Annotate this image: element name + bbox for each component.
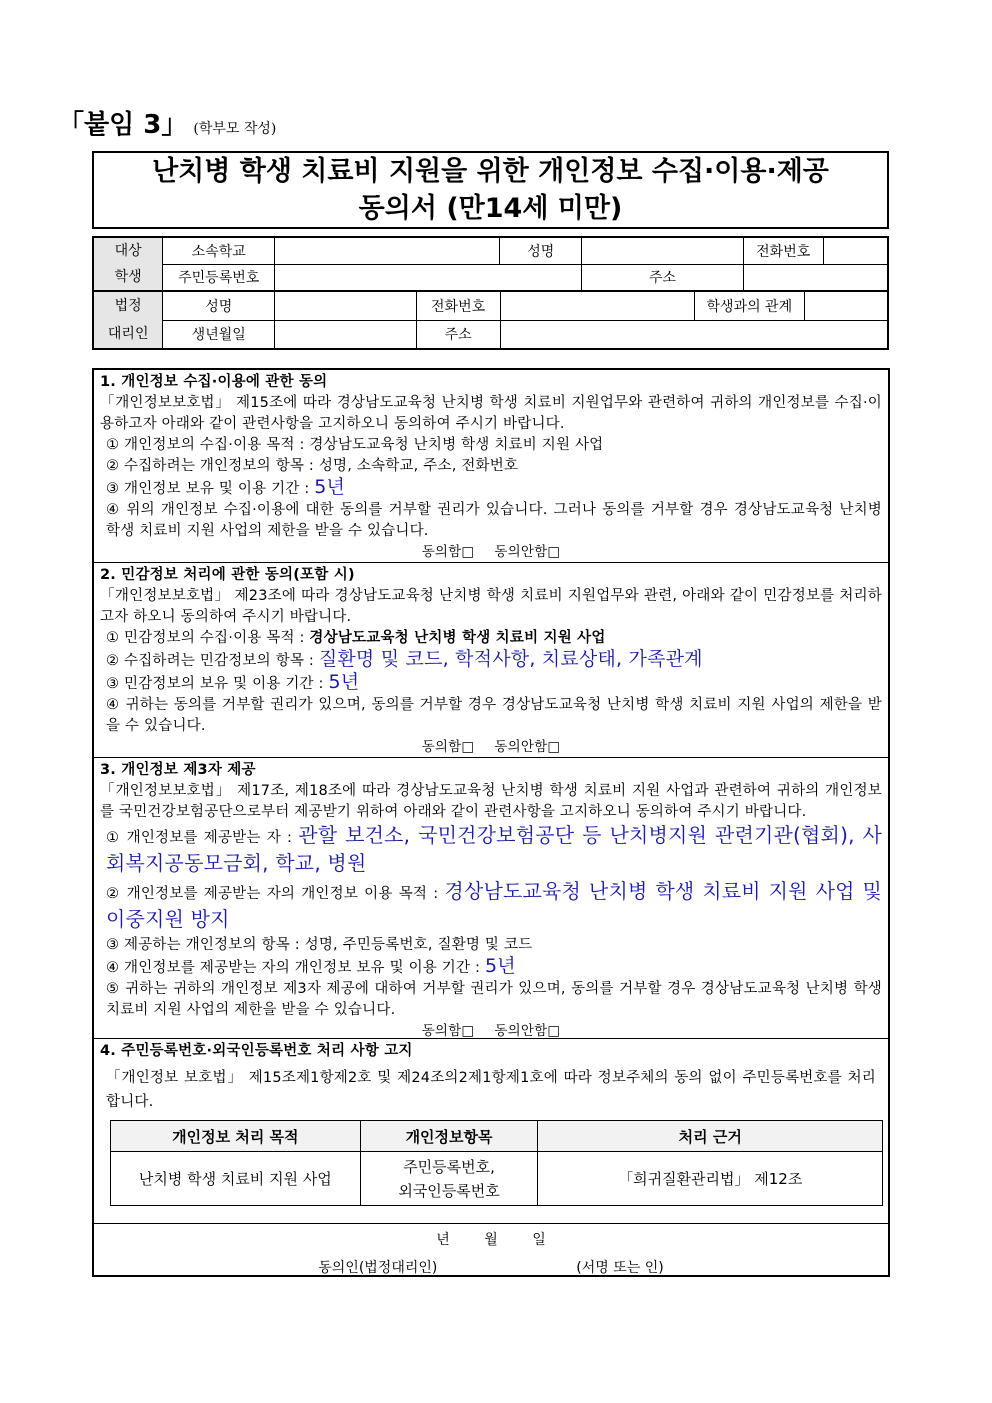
student-group-label: 대상 학생 [93,237,163,291]
document-title [92,151,889,229]
section-2-agree [100,737,882,758]
attachment-label: 「붙임 3」 [58,110,188,140]
disagree-checkbox[interactable]: 동의안함□ [494,1023,561,1039]
guardian-group-label: 법정 대리인 [93,291,163,349]
section-1-title: 1. 개인정보 수집·이용에 관한 동의 [100,374,328,390]
section-2-item3: ③ 민감정보의 보유 및 이용 기간 : 5년 [106,671,360,693]
col-header-item: 개인정보항목 [360,1121,538,1152]
section-3-item2: ② 개인정보를 제공받는 자의 개인정보 이용 목적 : 경상남도교육청 난치병 학생 치료비 지원 사업 및 이중지원 방지 [106,879,882,931]
school-label: 소속학교 [163,237,275,264]
section-2-item2: ② 수집하려는 민감정보의 항목 : 질환명 및 코드, 학적사항, 치료상태, 가족관계 [106,648,703,670]
section-1-intro: 「개인정보보호법」 제15조에 따라 경상남도교육청 난치병 학생 치료비 지원업무와 관련하여 귀하의 개인정보를 수집·이용하고자 아래와 같이 관련사항을 고지하오니 동의하여 주시기 바랍니다. [100,395,882,432]
section-1 [94,370,888,563]
guardian-name-field[interactable] [275,291,417,320]
disagree-checkbox[interactable]: 동의안함□ [494,544,561,560]
consent-form [92,368,890,1277]
section-3-item4: ④ 개인정보를 제공받는 자의 개인정보 보유 및 이용 기간 : 5년 [106,955,516,977]
student-name-field[interactable] [582,237,744,264]
section-1-agree [100,542,882,563]
title-line2: 동의서 (만14세 미만) [358,193,623,224]
section-1-item3: ③ 개인정보 보유 및 이용 기간 : 5년 [106,476,346,498]
title-line1: 난치병 학생 치료비 지원을 위한 개인정보 수집·이용·제공 [152,156,829,187]
student-address-label: 주소 [582,264,744,291]
signer-line [94,1254,888,1282]
birth-field[interactable] [275,320,417,349]
section-3-intro: 「개인정보보호법」 제17조, 제18조에 따라 경상남도교육청 난치병 학생 치료비 지원 사업과 관련하여 귀하의 개인정보를 국민건강보험공단으로부터 제공받기 위하여 아래와 같이 관련사항을 고지하오니 동의하여 주시기 바랍니다. [100,783,882,820]
section-3-title: 3. 개인정보 제3자 제공 [100,762,256,778]
section-1-item1: ① 개인정보의 수집·이용 목적 : 경상남도교육청 난치병 학생 치료비 지원 사업 [106,437,604,453]
col-header-basis: 처리 근거 [538,1121,883,1152]
section-2-title: 2. 민감정보 처리에 관한 동의(포함 시) [100,567,355,583]
student-info-table [92,236,889,292]
agree-checkbox[interactable]: 동의함□ [421,544,475,560]
student-phone-label: 전화번호 [743,237,823,264]
section-2-intro: 「개인정보보호법」 제23조에 따라 경상남도교육청 난치병 학생 치료비 지원업무와 관련, 아래와 같이 민감정보를 처리하고자 하오니 동의하여 주시기 바랍니다. [100,588,882,625]
section-2 [94,563,888,758]
section-3-item5: ⑤ 귀하는 귀하의 개인정보 제3자 제공에 대하여 거부할 권리가 있으며, 동의를 거부할 경우 경상남도교육청 난치병 학생 치료비 지원 사업의 제한을 받을 수 있습니다. [106,981,882,1018]
attachment-heading [58,104,276,141]
student-phone-field[interactable] [823,237,888,264]
rrn-field[interactable] [275,264,582,291]
guardian-address-label: 주소 [416,320,500,349]
rrn-label: 주민등록번호 [163,264,275,291]
section-1-item4: ④ 위의 개인정보 수집·이용에 대한 동의를 거부할 권리가 있습니다. 그러나 동의를 거부할 경우 경상남도교육청 난치병 학생 치료비 지원 사업의 제한을 받을 수 있습니다. [106,502,882,539]
cell-item: 주민등록번호, 외국인등록번호 [360,1152,538,1206]
date-line[interactable]: 년 월 일 [436,1232,546,1248]
section-4 [94,1039,888,1224]
section-2-item4: ④ 귀하는 동의를 거부할 권리가 있으며, 동의를 거부할 경우 경상남도교육청 난치병 학생 치료비 지원 사업의 제한을 받을 수 있습니다. [106,697,882,734]
agree-checkbox[interactable]: 동의함□ [421,1023,475,1039]
section-3-item3: ③ 제공하는 개인정보의 항목 : 성명, 주민등록번호, 질환명 및 코드 [106,937,533,953]
guardian-address-field[interactable] [500,320,888,349]
cell-basis: 「희귀질환관리법」 제12조 [538,1152,883,1206]
section-4-intro: 「개인정보 보호법」 제15조제1항제2호 및 제24조의2제1항제1호에 따라 정보주체의 동의 없이 주민등록번호를 처리합니다. [106,1070,876,1110]
attachment-note: (학부모 작성) [193,121,277,137]
relation-field[interactable] [804,291,888,320]
guardian-info-table [92,290,889,350]
agree-checkbox[interactable]: 동의함□ [421,739,475,755]
birth-label: 생년월일 [163,320,275,349]
signature-label[interactable]: (서명 또는 인) [576,1260,664,1276]
signature-area [94,1224,888,1282]
student-address-field[interactable] [743,264,888,291]
school-field[interactable] [275,237,500,264]
guardian-name-label: 성명 [163,291,275,320]
cell-purpose: 난치병 학생 치료비 지원 사업 [111,1152,361,1206]
guardian-phone-field[interactable] [500,291,694,320]
section-3-item1: ① 개인정보를 제공받는 자 : 관할 보건소, 국민건강보험공단 등 난치병지원 관련기관(협회), 사회복지공동모금회, 학교, 병원 [106,823,883,875]
rrn-processing-table [110,1120,883,1206]
section-3 [94,758,888,1039]
relation-label: 학생과의 관계 [694,291,804,320]
disagree-checkbox[interactable]: 동의안함□ [494,739,561,755]
guardian-phone-label: 전화번호 [416,291,500,320]
col-header-purpose: 개인정보 처리 목적 [111,1121,361,1152]
section-1-item2: ② 수집하려는 개인정보의 항목 : 성명, 소속학교, 주소, 전화번호 [106,458,519,474]
student-name-label: 성명 [500,237,582,264]
section-2-item1: ① 민감정보의 수집·이용 목적 : 경상남도교육청 난치병 학생 치료비 지원 사업 [106,630,606,646]
agreer-label: 동의인(법정대리인) [318,1260,438,1276]
section-4-title: 4. 주민등록번호·외국인등록번호 처리 사항 고지 [100,1043,413,1059]
